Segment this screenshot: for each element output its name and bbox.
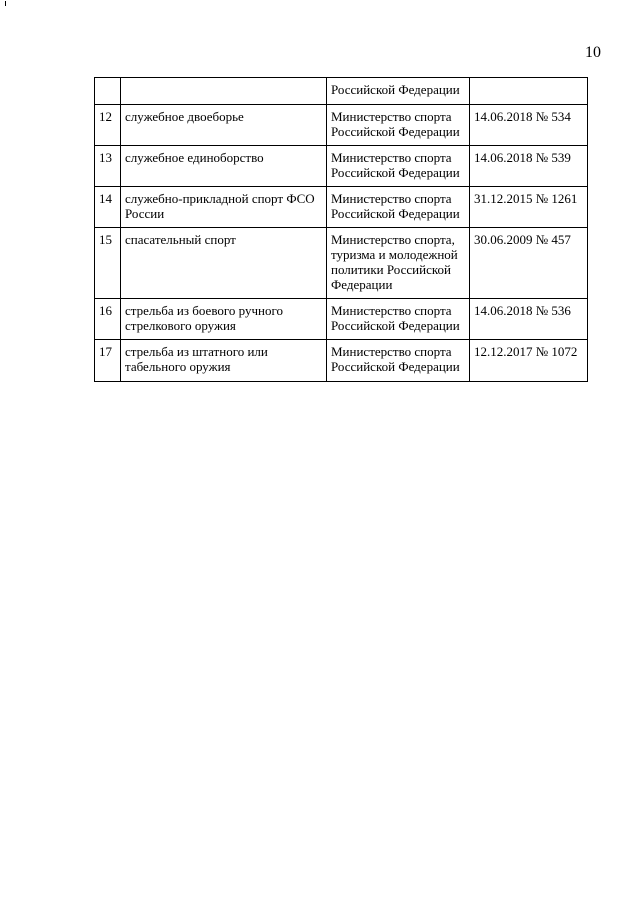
ministry-name: Министерство спорта Российской Федерации bbox=[327, 340, 470, 382]
sport-name: служебно-прикладной спорт ФСО России bbox=[121, 187, 327, 228]
scan-mark bbox=[5, 1, 6, 6]
ministry-name: Министерство спорта Российской Федерации bbox=[327, 187, 470, 228]
ministry-name: Министерство спорта Российской Федерации bbox=[327, 105, 470, 146]
order-details: 30.06.2009 № 457 bbox=[470, 228, 588, 299]
sport-name: стрельба из штатного или табельного оружия bbox=[121, 340, 327, 382]
order-details: 31.12.2015 № 1261 bbox=[470, 187, 588, 228]
sport-name: служебное единоборство bbox=[121, 146, 327, 187]
ministry-name: Министерство спорта, туризма и молодежной политики Российской Федерации bbox=[327, 228, 470, 299]
ministry-name: Российской Федерации bbox=[327, 78, 470, 105]
order-details: 14.06.2018 № 536 bbox=[470, 299, 588, 340]
row-number: 16 bbox=[95, 299, 121, 340]
row-number: 14 bbox=[95, 187, 121, 228]
row-number bbox=[95, 78, 121, 105]
sport-name: спасательный спорт bbox=[121, 228, 327, 299]
order-details: 14.06.2018 № 534 bbox=[470, 105, 588, 146]
sport-name: служебное двоеборье bbox=[121, 105, 327, 146]
table-row bbox=[95, 228, 588, 299]
page-number: 10 bbox=[585, 44, 601, 61]
sport-name bbox=[121, 78, 327, 105]
row-number: 13 bbox=[95, 146, 121, 187]
order-details: 12.12.2017 № 1072 bbox=[470, 340, 588, 382]
sports-table bbox=[94, 77, 588, 382]
row-number: 15 bbox=[95, 228, 121, 299]
order-details: 14.06.2018 № 539 bbox=[470, 146, 588, 187]
table-row bbox=[95, 187, 588, 228]
table-row bbox=[95, 105, 588, 146]
table-row bbox=[95, 146, 588, 187]
row-number: 12 bbox=[95, 105, 121, 146]
ministry-name: Министерство спорта Российской Федерации bbox=[327, 299, 470, 340]
table-row bbox=[95, 340, 588, 382]
ministry-name: Министерство спорта Российской Федерации bbox=[327, 146, 470, 187]
table-row bbox=[95, 299, 588, 340]
row-number: 17 bbox=[95, 340, 121, 382]
order-details bbox=[470, 78, 588, 105]
table-row bbox=[95, 78, 588, 105]
sport-name: стрельба из боевого ручного стрелкового оружия bbox=[121, 299, 327, 340]
